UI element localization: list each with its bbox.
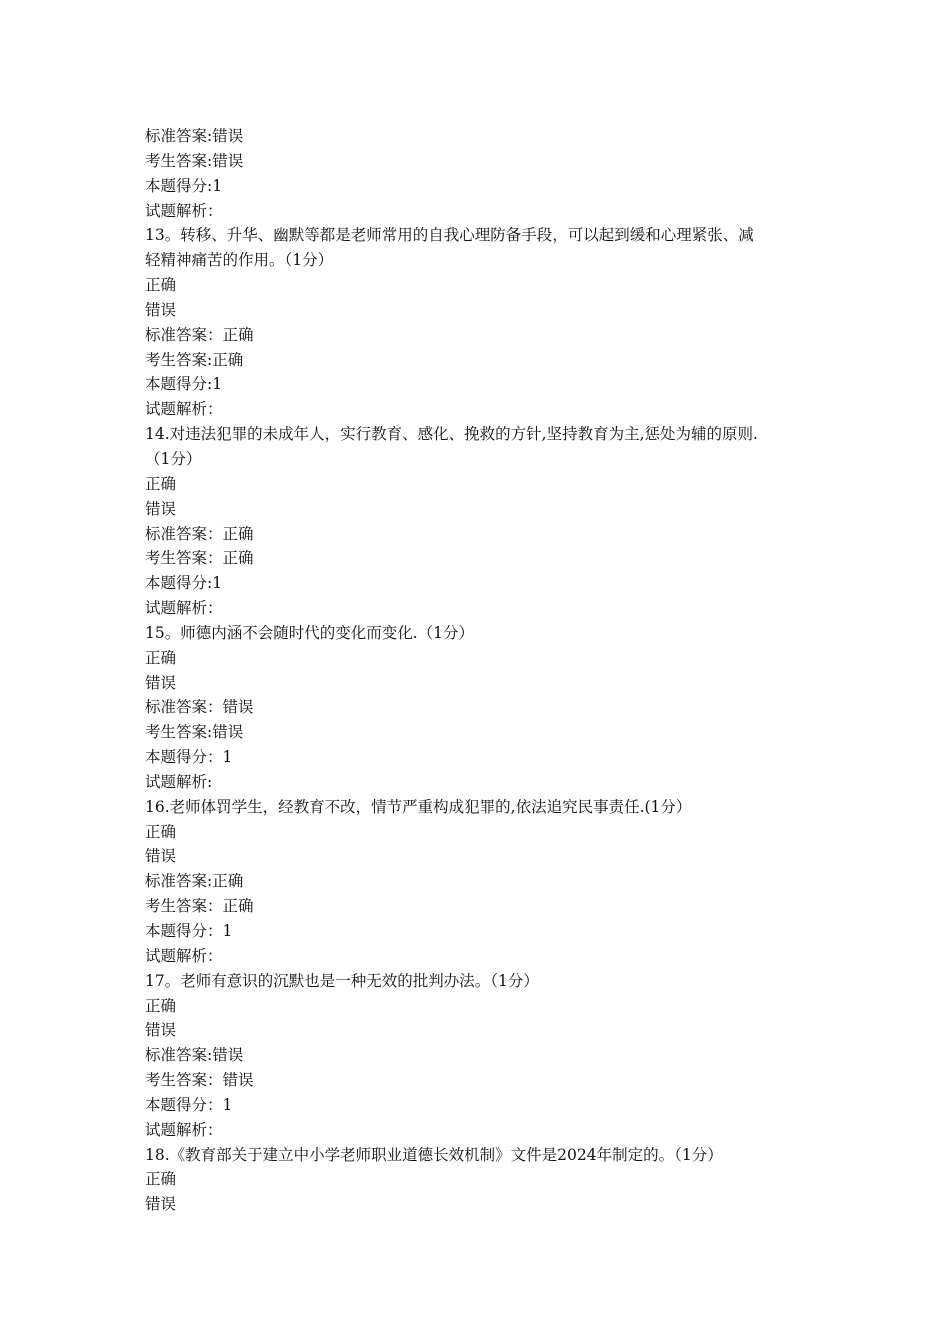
standard-answer: 标准答案：错误	[145, 698, 254, 717]
question-16-text: 16.老师体罚学生，经教育不改，情节严重构成犯罪的,依法追究民事责任.(1分）	[145, 797, 692, 816]
question-score: 本题得分：1	[145, 748, 233, 767]
question-score: 本题得分:1	[145, 574, 223, 593]
question-analysis: 试题解析：	[145, 201, 223, 220]
option-wrong: 错误	[145, 300, 177, 319]
question-score: 本题得分:1	[145, 176, 223, 195]
document-body	[145, 124, 810, 1217]
examinee-answer: 考生答案：错误	[145, 1071, 254, 1090]
question-analysis: 试题解析：	[145, 599, 223, 618]
question-17-text: 17。老师有意识的沉默也是一种无效的批判办法。（1分）	[145, 971, 539, 990]
examinee-answer: 考生答案：正确	[145, 549, 254, 568]
question-analysis: 试题解析：	[145, 1120, 223, 1139]
question-13-text-cont: 轻精神痛苦的作用。（1分）	[145, 251, 334, 270]
option-correct: 正确	[145, 1170, 177, 1189]
option-wrong: 错误	[145, 499, 177, 518]
question-18-text: 18.《教育部关于建立中小学老师职业道德长效机制》文件是2024年制定的。（1分）	[145, 1145, 723, 1164]
question-15-text: 15。师德内涵不会随时代的变化而变化.（1分）	[145, 623, 475, 642]
question-score: 本题得分：1	[145, 1095, 233, 1114]
examinee-answer: 考生答案:错误	[145, 723, 244, 742]
option-correct: 正确	[145, 474, 177, 493]
option-wrong: 错误	[145, 1195, 177, 1214]
question-14-text: 14.对违法犯罪的未成年人，实行教育、感化、挽救的方针,坚持教育为主,惩处为辅的原则.	[145, 425, 758, 444]
examinee-answer: 考生答案:正确	[145, 350, 244, 369]
question-14-text-cont: （1分）	[145, 449, 202, 468]
standard-answer: 标准答案:错误	[145, 1046, 244, 1065]
question-analysis: 试题解析：	[145, 400, 223, 419]
standard-answer: 标准答案：正确	[145, 325, 254, 344]
option-wrong: 错误	[145, 847, 177, 866]
question-score: 本题得分：1	[145, 922, 233, 940]
question-13-text: 13。转移、升华、幽默等都是老师常用的自我心理防备手段，可以起到缓和心理紧张、减	[145, 226, 754, 245]
question-score: 本题得分:1	[145, 375, 223, 394]
option-wrong: 错误	[145, 1021, 177, 1040]
option-correct: 正确	[145, 822, 177, 841]
examinee-answer: 考生答案：正确	[145, 897, 254, 916]
option-wrong: 错误	[145, 673, 177, 692]
question-analysis: 试题解析:	[145, 772, 213, 791]
option-correct: 正确	[145, 276, 177, 295]
standard-answer: 标准答案:错误	[145, 127, 244, 145]
standard-answer: 标准答案:正确	[145, 872, 244, 891]
option-correct: 正确	[145, 648, 177, 667]
standard-answer: 标准答案：正确	[145, 524, 254, 543]
option-correct: 正确	[145, 996, 177, 1015]
question-analysis: 试题解析：	[145, 946, 223, 965]
examinee-answer: 考生答案:错误	[145, 151, 244, 170]
